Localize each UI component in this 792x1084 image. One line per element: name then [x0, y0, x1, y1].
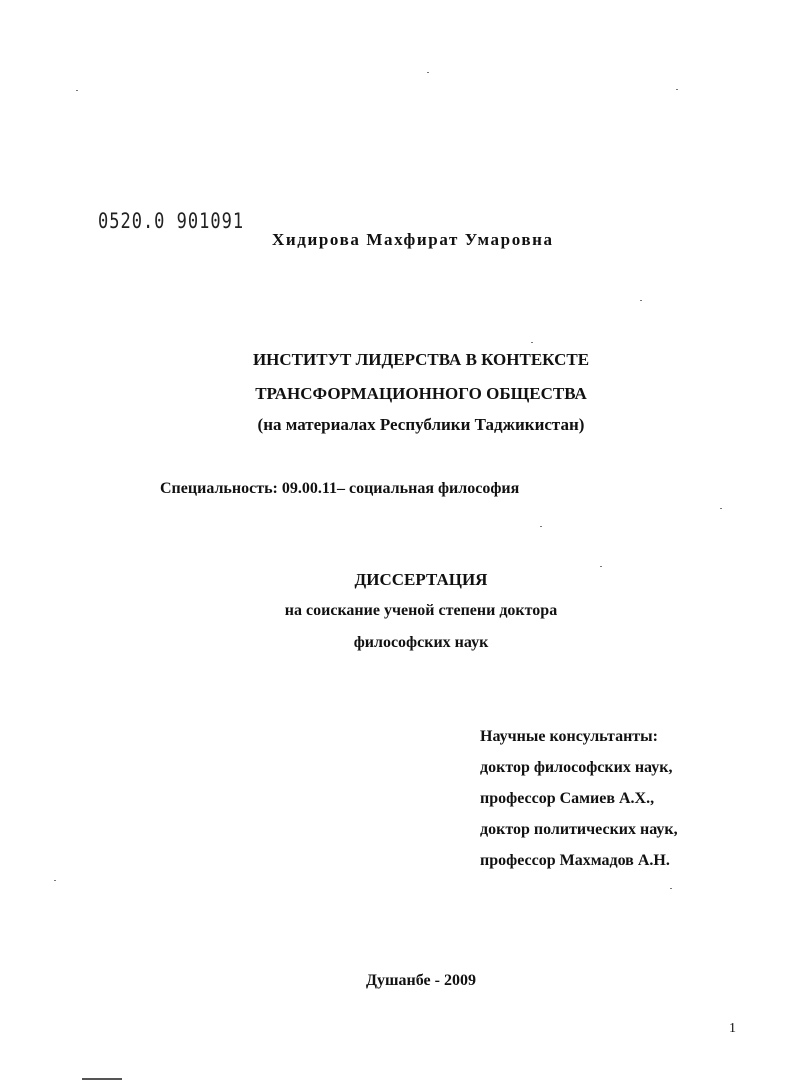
consultant-line-4: профессор Махмадов А.Н. [480, 852, 670, 869]
title-line-1: ИНСТИТУТ ЛИДЕРСТВА В КОНТЕКСТЕ [252, 350, 590, 369]
consultant-line-2: профессор Самиев А.Х., [480, 790, 655, 807]
consultants-label: Научные консультанты: [480, 728, 658, 745]
scan-speck [540, 526, 542, 527]
page-number: 1 [729, 1021, 736, 1036]
scan-speck [670, 888, 672, 889]
scan-speck [600, 566, 602, 567]
title-line-2: ТРАНСФОРМАЦИОННОГО ОБЩЕСТВА [255, 384, 587, 403]
degree-line-2: философских наук [353, 634, 489, 651]
scan-speck [676, 89, 678, 90]
scan-speck [76, 90, 78, 91]
scan-speck [720, 508, 722, 509]
archive-stamp: 0520.0 901091 [98, 209, 245, 234]
specialty-line: Специальность: 09.00.11– социальная философия [160, 480, 520, 497]
consultant-line-1: доктор философских наук, [480, 759, 673, 776]
degree-line-1: на соискание ученой степени доктора [284, 602, 558, 619]
document-type-heading: ДИССЕРТАЦИЯ [354, 570, 488, 589]
author-name: Хидирова Махфират Умаровна [272, 230, 554, 249]
scan-speck [640, 300, 642, 301]
consultant-line-3: доктор политических наук, [480, 821, 678, 838]
place-year: Душанбе - 2009 [366, 972, 476, 989]
title-subtitle: (на материалах Республики Таджикистан) [257, 415, 585, 434]
scan-speck [54, 880, 56, 881]
scan-mark [82, 1078, 122, 1080]
consultants-block [480, 727, 678, 882]
scan-speck [427, 72, 429, 73]
scan-speck [531, 342, 533, 343]
